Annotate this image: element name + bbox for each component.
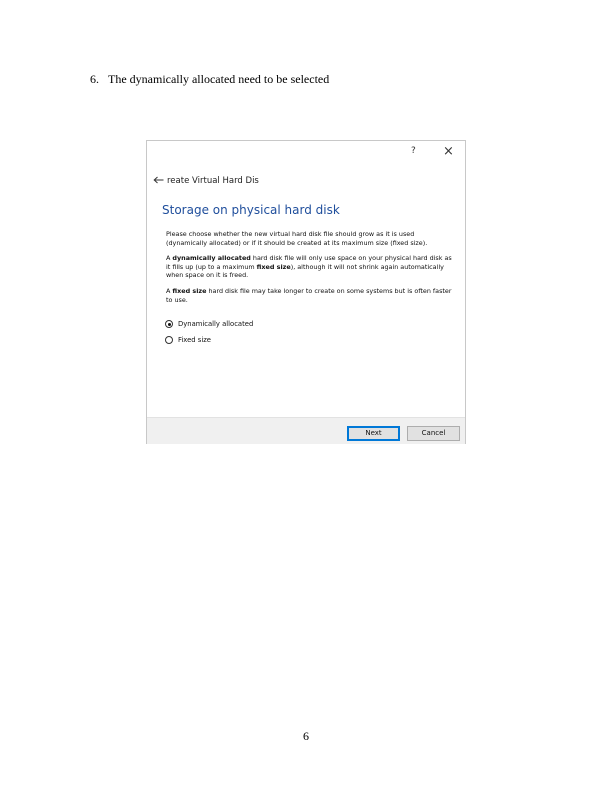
- radio-fixed-size[interactable]: [165, 336, 211, 344]
- cancel-button[interactable]: Cancel: [407, 426, 460, 441]
- description-text: [166, 230, 456, 311]
- close-icon[interactable]: ×: [443, 144, 454, 159]
- help-icon[interactable]: ?: [411, 146, 416, 156]
- back-arrow-icon[interactable]: [153, 174, 167, 187]
- paragraph-dynamic: A dynamically allocated hard disk file will only use space on your physical hard disk as it fills up (up to a maximum fixed size), although it will not shrink again automatically when space on it is freed.: [166, 254, 452, 280]
- page-number: 6: [303, 729, 309, 743]
- radio-button-unchecked[interactable]: [165, 336, 173, 344]
- create-virtual-hard-disk-dialog: [146, 140, 466, 444]
- paragraph-intro: Please choose whether the new virtual hard disk file should grow as it is used (dynamically allocated) or if it should be created at its maximum size (fixed size).: [166, 230, 428, 247]
- wizard-title: reate Virtual Hard Dis: [167, 175, 259, 186]
- radio-dynamically-allocated[interactable]: [165, 320, 253, 328]
- step-number: 6.: [90, 72, 99, 86]
- radio-label: Dynamically allocated: [178, 320, 254, 328]
- radio-label: Fixed size: [178, 336, 211, 344]
- dialog-footer: [147, 417, 465, 444]
- wizard-header: [153, 174, 259, 187]
- next-button[interactable]: Next: [347, 426, 400, 441]
- radio-button-checked[interactable]: [165, 320, 173, 328]
- section-title: Storage on physical hard disk: [162, 203, 340, 217]
- paragraph-fixed: A fixed size hard disk file may take longer to create on some systems but is often faster to use.: [166, 286, 452, 304]
- step-text: The dynamically allocated need to be selected: [108, 72, 330, 86]
- step-item: [90, 72, 329, 86]
